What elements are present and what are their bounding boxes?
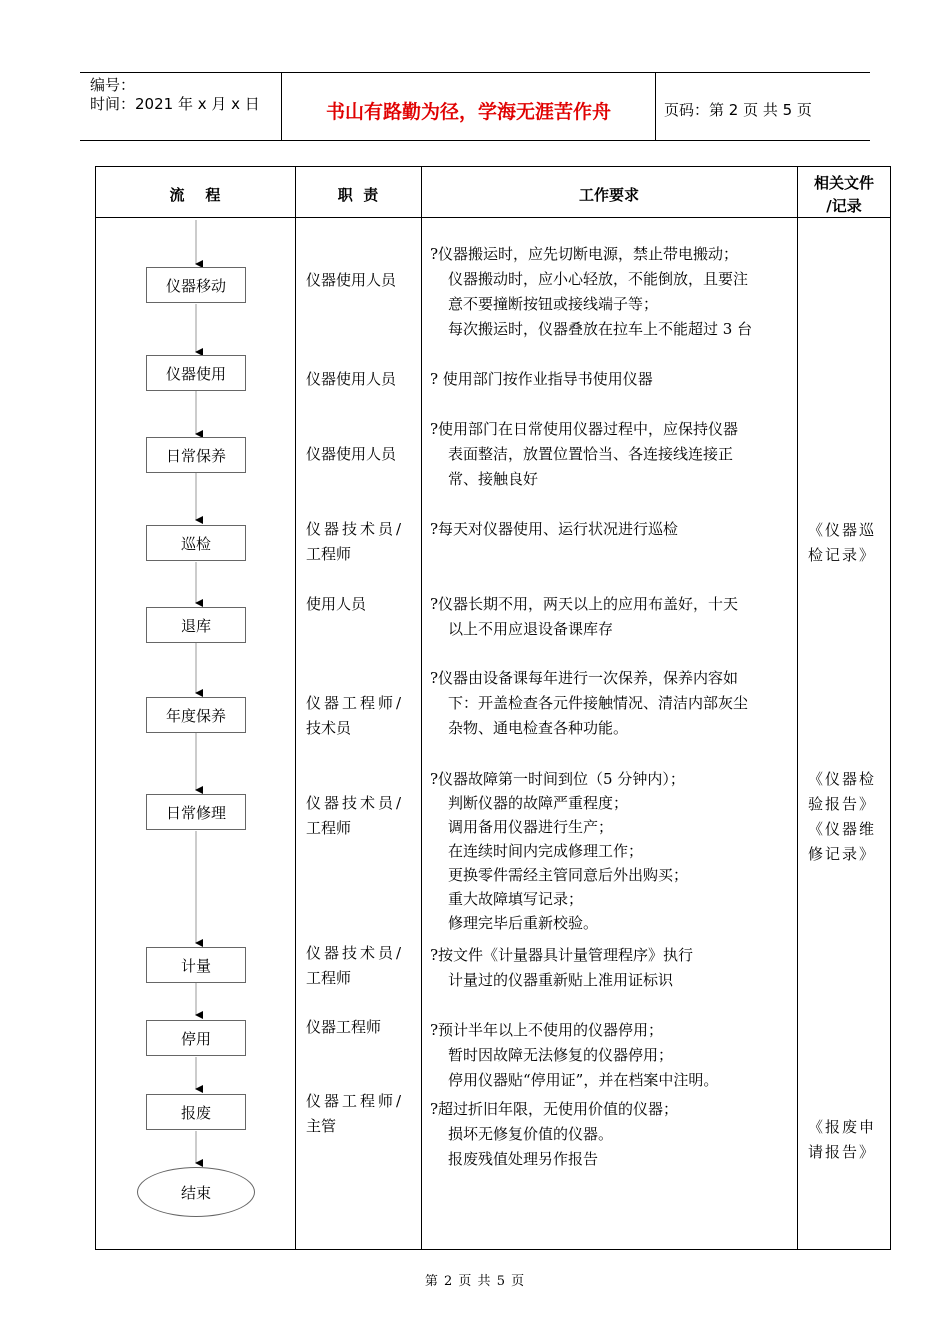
requirement-line: 判断仪器的故障严重程度； xyxy=(448,794,629,812)
related-doc-cell xyxy=(808,518,884,568)
role-line: 仪器使用人员 xyxy=(306,370,397,388)
requirement-line: ? 使用部门按作业指导书使用仪器 xyxy=(430,370,653,388)
role-line: 仪器使用人员 xyxy=(306,271,397,289)
related-doc-line: 《报废申 xyxy=(808,1118,877,1136)
requirement-line: 仪器搬动时，应小心轻放，不能倒放，且要注 xyxy=(448,270,749,288)
requirement-cell xyxy=(430,517,792,542)
related-doc-cell xyxy=(808,1115,884,1165)
related-doc-line: 《仪器检 xyxy=(808,770,877,788)
document-time-label: 时间：2021 年 x 月 x 日 xyxy=(90,95,260,113)
flow-step-calibration: 计量 xyxy=(146,947,246,983)
role-cell xyxy=(306,1089,412,1139)
requirement-line: 调用备用仪器进行生产； xyxy=(448,818,614,836)
requirement-line: 表面整洁，放置位置恰当、各连接线连接正 xyxy=(448,445,734,463)
role-line: 主管 xyxy=(306,1117,337,1135)
related-doc-line: 《仪器维 xyxy=(808,820,877,838)
role-cell xyxy=(306,592,412,617)
flow-step-inspection: 巡检 xyxy=(146,525,246,561)
requirement-line: ?使用部门在日常使用仪器过程中，应保持仪器 xyxy=(430,420,739,438)
related-doc-line: 《仪器巡 xyxy=(808,521,877,539)
requirement-cell xyxy=(430,1018,792,1093)
requirement-line: ?仪器搬运时，应先切断电源，禁止带电搬动； xyxy=(430,245,739,263)
flow-step-return-to-stock: 退库 xyxy=(146,607,246,643)
flow-step-instrument-move: 仪器移动 xyxy=(146,267,246,303)
flow-step-scrap: 报废 xyxy=(146,1094,246,1130)
document-number-label: 编号： xyxy=(90,76,136,94)
related-doc-line: 请报告》 xyxy=(808,1143,877,1161)
role-line: 仪器技术员/ xyxy=(306,944,405,962)
column-header-requirements: 工作要求 xyxy=(578,186,639,204)
flow-step-suspend: 停用 xyxy=(146,1020,246,1056)
requirement-cell xyxy=(430,943,792,993)
requirement-line: ?按文件《计量器具计量管理程序》执行 xyxy=(430,946,694,964)
role-line: 工程师 xyxy=(306,545,352,563)
requirement-cell xyxy=(430,417,792,492)
requirement-line: 常、接触良好 xyxy=(448,470,539,488)
role-line: 工程师 xyxy=(306,969,352,987)
requirement-cell xyxy=(430,666,792,741)
column-header-responsibility: 职 责 xyxy=(337,186,379,204)
role-cell xyxy=(306,268,412,293)
requirement-cell xyxy=(430,767,792,935)
requirement-cell xyxy=(430,592,792,642)
page-footer: 第 2 页 共 5 页 xyxy=(424,1274,526,1289)
requirement-line: 意不要撞断按钮或接线端子等； xyxy=(448,295,659,313)
flow-step-annual-maintenance: 年度保养 xyxy=(146,697,246,733)
requirement-line: 在连续时间内完成修理工作； xyxy=(448,842,644,860)
role-line: 仪器技术员/ xyxy=(306,794,405,812)
flow-step-daily-repair: 日常修理 xyxy=(146,794,246,830)
column-header-flow: 流 程 xyxy=(169,186,221,204)
role-line: 仪器工程师 xyxy=(306,1018,382,1036)
role-line: 工程师 xyxy=(306,819,352,837)
role-cell xyxy=(306,367,412,392)
related-doc-line: 验报告》 xyxy=(808,795,877,813)
flow-step-instrument-use: 仪器使用 xyxy=(146,355,246,391)
requirement-cell xyxy=(430,1097,792,1172)
requirement-line: ?每天对仪器使用、运行状况进行巡检 xyxy=(430,520,679,538)
requirement-cell xyxy=(430,242,792,342)
requirement-line: ?仪器故障第一时间到位（5 分钟内）； xyxy=(430,770,685,788)
requirement-line: 以上不用应退设备课库存 xyxy=(448,620,614,638)
related-doc-line: 修记录》 xyxy=(808,845,877,863)
role-line: 仪器技术员/ xyxy=(306,520,405,538)
requirement-line: ?预计半年以上不使用的仪器停用； xyxy=(430,1021,664,1039)
role-line: 仪器使用人员 xyxy=(306,445,397,463)
related-doc-cell xyxy=(808,767,884,867)
flow-end: 结束 xyxy=(137,1167,255,1217)
requirement-line: ?仪器由设备课每年进行一次保养，保养内容如 xyxy=(430,669,739,687)
related-doc-line: 检记录》 xyxy=(808,546,877,564)
role-cell xyxy=(306,442,412,467)
flow-step-daily-maintenance: 日常保养 xyxy=(146,437,246,473)
requirement-line: 杂物、通电检查各种功能。 xyxy=(448,719,629,737)
role-line: 使用人员 xyxy=(306,595,367,613)
role-cell xyxy=(306,941,412,991)
column-header-related-docs-line2: /记录 xyxy=(826,197,862,215)
role-cell xyxy=(306,791,412,841)
requirement-line: 重大故障填写记录； xyxy=(448,890,584,908)
role-cell xyxy=(306,1015,412,1040)
requirement-line: 停用仪器贴“停用证”，并在档案中注明。 xyxy=(448,1071,719,1089)
requirement-line: 每次搬运时，仪器叠放在拉车上不能超过 3 台 xyxy=(448,320,753,338)
requirement-line: 下：开盖检查各元件接触情况、清洁内部灰尘 xyxy=(448,694,749,712)
role-line: 仪器工程师/ xyxy=(306,694,405,712)
role-line: 仪器工程师/ xyxy=(306,1092,405,1110)
header-motto: 书山有路勤为径，学海无涯苦作舟 xyxy=(325,101,611,123)
requirement-line: 计量过的仪器重新贴上准用证标识 xyxy=(448,971,674,989)
requirement-line: ?超过折旧年限，无使用价值的仪器； xyxy=(430,1100,679,1118)
role-cell xyxy=(306,691,412,741)
requirement-line: 暂时因故障无法修复的仪器停用； xyxy=(448,1046,674,1064)
requirement-cell xyxy=(430,367,792,392)
header-page-number: 页码：第 2 页 共 5 页 xyxy=(664,101,812,119)
role-line: 技术员 xyxy=(306,719,352,737)
requirement-line: 更换零件需经主管同意后外出购买； xyxy=(448,866,689,884)
column-header-related-docs-line1: 相关文件 xyxy=(813,174,874,192)
requirement-line: 修理完毕后重新校验。 xyxy=(448,914,599,932)
requirement-line: 损坏无修复价值的仪器。 xyxy=(448,1125,614,1143)
requirement-line: 报废残值处理另作报告 xyxy=(448,1150,599,1168)
role-cell xyxy=(306,517,412,567)
requirement-line: ?仪器长期不用，两天以上的应用布盖好，十天 xyxy=(430,595,739,613)
